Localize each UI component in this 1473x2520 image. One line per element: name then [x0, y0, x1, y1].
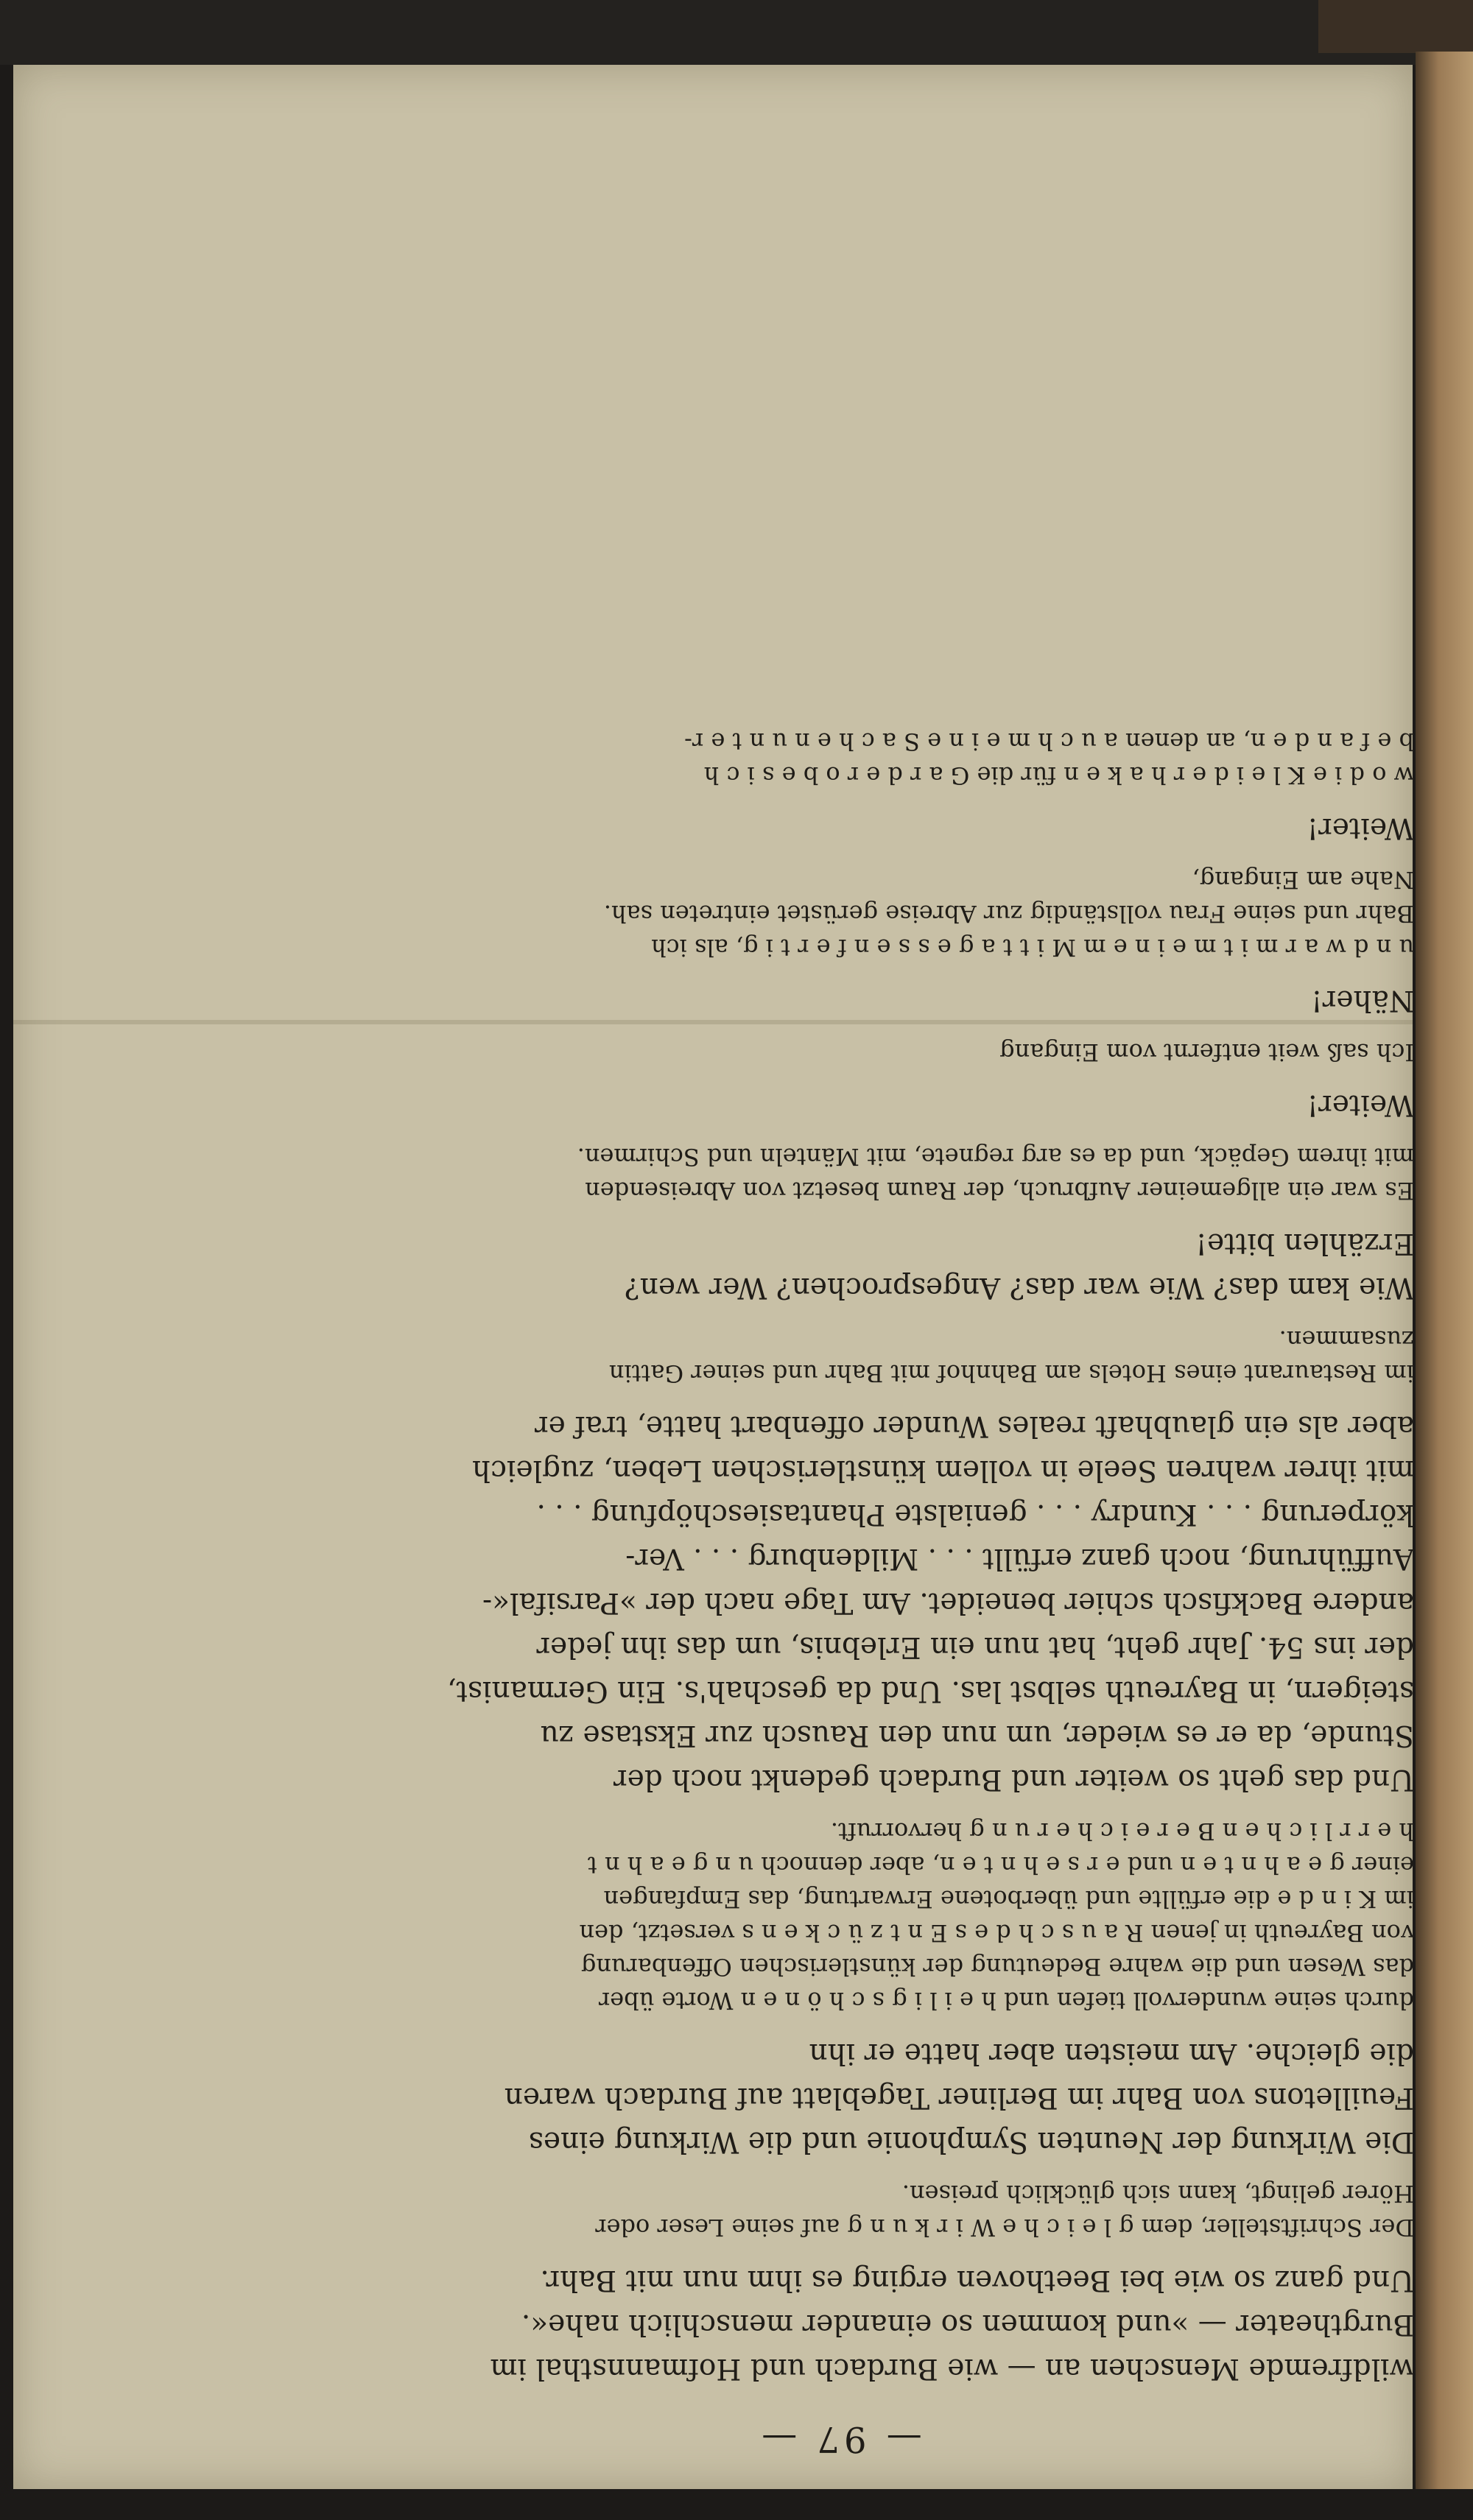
- paragraph-gap: [265, 2018, 1414, 2031]
- scan-top-edge: [0, 0, 1473, 65]
- paragraph: wildfremde Menschen an — wie Burdach und Hofmannsthal im Burgtheater — »und kommen so einander menschlich nahe«. Und ganz so wie bei Beethoven erging es ihm nun mit Bahr.: [490, 2264, 1414, 2385]
- paragraph-gap: [265, 1208, 1414, 1221]
- paragraph-gap: [265, 1309, 1414, 1323]
- paragraph-gap: [265, 850, 1414, 863]
- paragraph: Weiter!: [1307, 1088, 1414, 1122]
- paragraph-gap: [265, 1390, 1414, 1404]
- paragraph-gap: [265, 965, 1414, 978]
- paragraph: Weiter!: [1307, 812, 1414, 845]
- page-number: — 97 —: [757, 2418, 922, 2460]
- paragraph: Ich saß weit entfernt vom Eingang: [999, 1038, 1414, 1066]
- paragraph-gap: [265, 1069, 1414, 1083]
- paragraph-gap: [265, 2164, 1414, 2177]
- paragraph: Näher!: [1311, 984, 1414, 1017]
- paragraph: Der Schriftsteller, dem g l e i c h e W i r k u n g auf seine Leser oder Hörer gelingt, kann sich glücklich preisen.: [595, 2180, 1414, 2242]
- paragraph: im Restaurant eines Hotels am Bahnhof mit Bahr und seiner Gattin zusammen.: [608, 1326, 1414, 1387]
- paragraph: Es war ein allgemeiner Aufbruch, der Raum besetzt von Abreisenden mit ihrem Gepäck, und da es arg regnete, mit Mänteln und Schirmen.: [577, 1143, 1414, 1205]
- paragraph-gap: [265, 1022, 1414, 1035]
- scan-bottom-edge: [0, 2489, 1473, 2520]
- book-cover-corner: [1318, 0, 1473, 53]
- page-text-upside-down: [265, 545, 1414, 2460]
- paragraph: durch seine wundervoll tiefen und h e i l i g s c h ö n e n Worte über das Wesen und die wahre Bedeutung der künstlerischen Offenbarung von Bayreuth in jenen R a u s c h d e s E n t z ü c k e n s versetzt, den im K i n d e die erfüllte und überbotene Erwartung, das Empfangen einer g e a h n t e n und e r s e h n t e n, aber dennoch u n g e a h n t h e r r l i c h e n B e r e i c h e r u n g hervorruft.: [579, 1817, 1414, 2015]
- paragraph-gap: [265, 792, 1414, 806]
- paragraph: Wie kam das? Wie war das? Angesprochen? Wer wen? Erzählen bitte!: [624, 1227, 1414, 1304]
- paragraph-gap: [265, 1801, 1414, 1815]
- paragraph-gap: [265, 2245, 1414, 2258]
- body-text: [265, 725, 1414, 2390]
- next-page-edge: [1416, 52, 1473, 2489]
- paragraph: Und das geht so weiter und Burdach gedenkt noch der Stunde, da er es wieder, um nun den Rausch zur Ekstase zu steigern, in Bayreuth selbst las. Und da geschah's. Ein Germanist, der ins 54. Jahr geht, hat nun ein Erlebnis, um das ihn jeder andere Backfisch schier beneidet. Am Tage nach der »Parsifal«- Aufführung, noch ganz erfüllt . . . Mildenburg . . . Ver- körperung . . . Kundry . . . genialste Phantasieschöpfung . . . mit ihrer wahren Seele in vollem künstlerischen Leben, zugleich aber als ein glaubhaft reales Wunder offenbart hatte, traf er: [446, 1409, 1414, 1796]
- paragraph: u n d w a r m i t m e i n e m M i t t a g e s s e n f e r t i g, als ich Bahr und seine Frau vollständig zur Abreise gerüstet eintreten sah. Nahe am Eingang,: [603, 866, 1414, 962]
- paragraph: Die Wirkung der Neunten Symphonie und die Wirkung eines Feuilletons von Bahr im Berliner Tageblatt auf Burdach waren die gleiche. Am meisten aber hatte er ihn: [504, 2037, 1414, 2158]
- paragraph: w o d i e K l e i d e r h a k e n für die G a r d e r o b e s i c h b e f a n d e n, an denen a u c h m e i n e S a c h e n u n t e r-: [684, 728, 1414, 789]
- paragraph-gap: [265, 1127, 1414, 1140]
